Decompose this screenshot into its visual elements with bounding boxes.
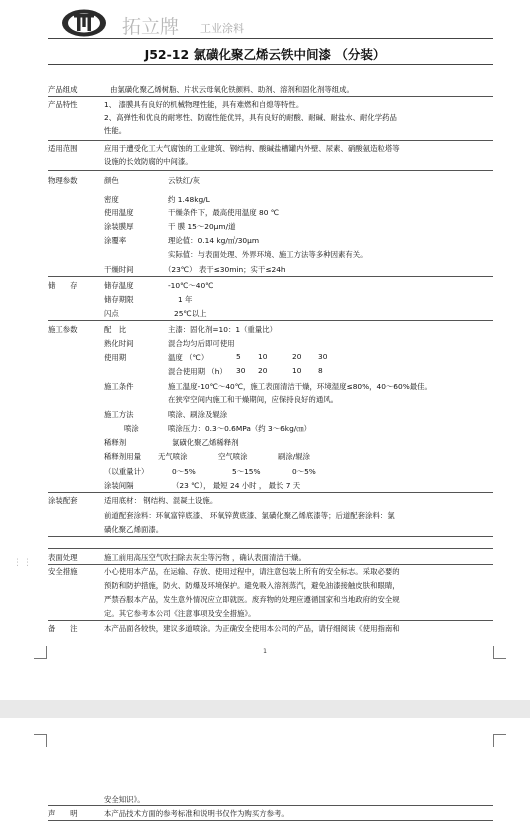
section-label-scope: 适用范围 bbox=[48, 144, 78, 153]
section-label-safety: 安全措施 bbox=[48, 567, 78, 576]
thinner-brush-header: 刷涂/辊涂 bbox=[278, 452, 311, 461]
mix-ratio-key: 配 比 bbox=[104, 325, 127, 334]
page-gap bbox=[0, 700, 530, 718]
spray-key: 喷涂 bbox=[124, 424, 139, 433]
conditions-key: 施工条件 bbox=[104, 382, 134, 391]
section-label-properties: 产品特性 bbox=[48, 100, 78, 109]
coverage-theoretical: 理论值：0.14 kg/㎡/30μm bbox=[168, 236, 260, 245]
density-value: 约 1.48kg/L bbox=[168, 195, 210, 204]
section-divider bbox=[48, 564, 493, 565]
flash-point-value: 25℃以上 bbox=[174, 309, 207, 318]
mix-ratio-value: 主漆：固化剂=10：1（重量比） bbox=[168, 325, 277, 334]
pot-life-temp-cell: 20 bbox=[292, 352, 302, 361]
flash-point-key: 闪点 bbox=[104, 309, 119, 318]
pot-life-hours-cell: 30 bbox=[236, 366, 246, 375]
dry-time-key: 干燥时间 bbox=[104, 265, 134, 274]
section-divider bbox=[48, 140, 493, 141]
section-label-surface: 表面处理 bbox=[48, 553, 78, 562]
document-page-2 bbox=[0, 718, 530, 836]
thinner-airless-header: 无气喷涂 bbox=[158, 452, 188, 461]
scope-line-2: 设施的长效防腐的中间漆。 bbox=[104, 157, 193, 166]
composition-text: 由氯磺化聚乙烯树脂、片状云母氧化铁颜料、助剂、溶剂和固化剂等组成。 bbox=[110, 85, 354, 94]
storage-temp-value: -10℃～40℃ bbox=[168, 281, 214, 290]
section-divider bbox=[48, 536, 493, 537]
film-thickness-value: 干 膜 15～20μm/道 bbox=[168, 222, 236, 231]
method-value: 喷涂、刷涂及辊涂 bbox=[168, 410, 228, 419]
brand-name: 拓立牌 bbox=[122, 16, 180, 38]
page-number: 1 bbox=[263, 648, 267, 655]
section-divider bbox=[48, 820, 493, 821]
section-divider bbox=[48, 548, 493, 549]
cure-time-value: 混合均匀后即可使用 bbox=[168, 339, 235, 348]
thinner-air-header: 空气喷涂 bbox=[218, 452, 248, 461]
film-thickness-key: 涂装膜厚 bbox=[104, 222, 134, 231]
section-label-statement: 声 明 bbox=[48, 809, 78, 818]
document-title: J52-12 氯磺化聚乙烯云铁中间漆 （分装） bbox=[144, 47, 386, 62]
pot-life-hours-label: 混合使用期 （h） bbox=[168, 367, 227, 376]
conditions-line-1: 施工温度-10℃～40℃，施工表面清洁干燥，环境湿度≤80%，40～60%最佳。 bbox=[168, 382, 432, 391]
use-temp-key: 使用温度 bbox=[104, 208, 134, 217]
properties-line-1: 1、 漆膜具有良好的机械物理性能，具有难燃和自熄等特性。 bbox=[104, 100, 304, 109]
thinner-value: 氯磺化聚乙烯稀释剂 bbox=[172, 438, 239, 447]
section-label-storage: 储 存 bbox=[48, 281, 78, 290]
pot-life-temp-cell: 5 bbox=[236, 352, 241, 361]
storage-period-value: 1 年 bbox=[178, 295, 193, 304]
pot-life-hours-cell: 8 bbox=[318, 366, 323, 375]
thinner-key: 稀释剂 bbox=[104, 438, 127, 447]
coating-line-2: 前道配套涂料：环氧富锌底漆、 环氧锌黄底漆、氯磺化聚乙烯底漆等；后道配套涂料：氯 bbox=[104, 511, 395, 520]
section-label-application: 施工参数 bbox=[48, 325, 78, 334]
storage-temp-key: 储存温度 bbox=[104, 281, 134, 290]
title-divider bbox=[48, 64, 493, 65]
coverage-key: 涂覆率 bbox=[104, 236, 127, 245]
spray-value: 喷涂压力：0.3～0.6MPa（约 3～6kg/㎝） bbox=[168, 424, 312, 433]
thinner-weight-key: （以重量计） bbox=[104, 467, 149, 476]
properties-line-3: 性能。 bbox=[104, 126, 127, 135]
safety-line-4: 定。其它参考本公司《注意事项及安全措施》。 bbox=[104, 609, 256, 618]
section-label-physical: 物理参数 bbox=[48, 176, 78, 185]
page-corner-mark bbox=[493, 734, 506, 747]
use-temp-value: 干燥条件下，最高使用温度 80 ℃ bbox=[168, 208, 280, 217]
section-divider bbox=[48, 620, 493, 621]
section-divider bbox=[48, 170, 493, 171]
drag-handle-icon[interactable]: ⋮⋮ bbox=[13, 558, 33, 568]
safety-line-1: 小心使用本产品，在运输、存放、使用过程中，请注意包装上所有的安全标志。采取必要的 bbox=[104, 567, 400, 576]
section-label-note: 备 注 bbox=[48, 624, 78, 633]
header-divider bbox=[48, 38, 493, 39]
safety-line-3: 严禁吞服本产品，发生意外情况应立即就医。废弃物的处理应遵循国家和当地政府的安全规 bbox=[104, 595, 400, 604]
pot-life-temp-label: 温度 （℃） bbox=[168, 353, 209, 362]
thinner-brush-value: 0～5% bbox=[292, 467, 316, 476]
storage-period-key: 储存期限 bbox=[104, 295, 134, 304]
section-divider bbox=[48, 492, 493, 493]
safety-line-2: 预防和防护措施，防火、防爆及环境保护。避免吸入溶剂蒸汽，避免油漆接触皮肤和眼睛， bbox=[104, 581, 400, 590]
pot-life-temp-cell: 10 bbox=[258, 352, 268, 361]
brand-subtitle: 工业涂料 bbox=[200, 22, 244, 35]
pot-life-temp-cell: 30 bbox=[318, 352, 328, 361]
note-line-2: 安全知识》。 bbox=[104, 795, 145, 804]
thinner-amount-key: 稀释剂用量 bbox=[104, 452, 141, 461]
interval-key: 涂装间隔 bbox=[104, 481, 134, 490]
section-divider bbox=[48, 96, 493, 97]
coating-line-1: 适用底材： 钢结构、混凝土设施。 bbox=[104, 496, 218, 505]
cure-time-key: 熟化时间 bbox=[104, 339, 134, 348]
properties-line-2: 2、高弹性和优良的耐寒性、防腐性能优异，具有良好的耐酸、耐碱、耐盐水、耐化学药品 bbox=[104, 113, 397, 122]
coverage-actual: 实际值：与表面处理、外界环境、施工方法等多种因素有关。 bbox=[168, 250, 368, 259]
section-divider bbox=[48, 320, 493, 321]
conditions-line-2: 在狭窄空间内施工和干燥期间，应保持良好的通风。 bbox=[168, 395, 338, 404]
density-key: 密度 bbox=[104, 195, 119, 204]
section-label-coating: 涂装配套 bbox=[48, 496, 78, 505]
color-value: 云铁红/灰 bbox=[168, 176, 201, 185]
interval-value: （23 ℃）， 最短 24 小时 ， 最长 7 天 bbox=[172, 481, 301, 490]
surface-text: 施工前用高压空气吹扫除去灰尘等污物 ，确认表面清洁干燥。 bbox=[104, 553, 306, 562]
scope-line-1: 应用于遭受化工大气腐蚀的工业建筑、钢结构、酸碱盐槽罐内外壁、尿素、硝酸氨造粒塔等 bbox=[104, 144, 400, 153]
pot-life-key: 使用期 bbox=[104, 353, 127, 362]
method-key: 施工方法 bbox=[104, 410, 134, 419]
section-divider bbox=[48, 805, 493, 806]
section-divider bbox=[48, 276, 493, 277]
note-line-1: 本产品面各较快，建议多道喷涂。为正确安全使用本公司的产品，请仔细阅读《使用指南和 bbox=[104, 624, 400, 633]
coating-line-3: 磺化聚乙烯面漆。 bbox=[104, 525, 164, 534]
dry-time-value: （23℃） 表干≤30min；实干≤24h bbox=[164, 265, 286, 274]
section-label-composition: 产品组成 bbox=[48, 85, 78, 94]
thinner-airless-value: 0～5% bbox=[172, 467, 196, 476]
color-key: 颜色 bbox=[104, 176, 119, 185]
thinner-air-value: 5～15% bbox=[232, 467, 261, 476]
pot-life-hours-cell: 20 bbox=[258, 366, 268, 375]
pot-life-hours-cell: 10 bbox=[292, 366, 302, 375]
statement-text: 本产品技术方面的参考标准和说明书仅作为购买方参考。 bbox=[104, 809, 289, 818]
brand-logo-icon bbox=[60, 8, 108, 38]
page-corner-mark bbox=[34, 734, 47, 747]
